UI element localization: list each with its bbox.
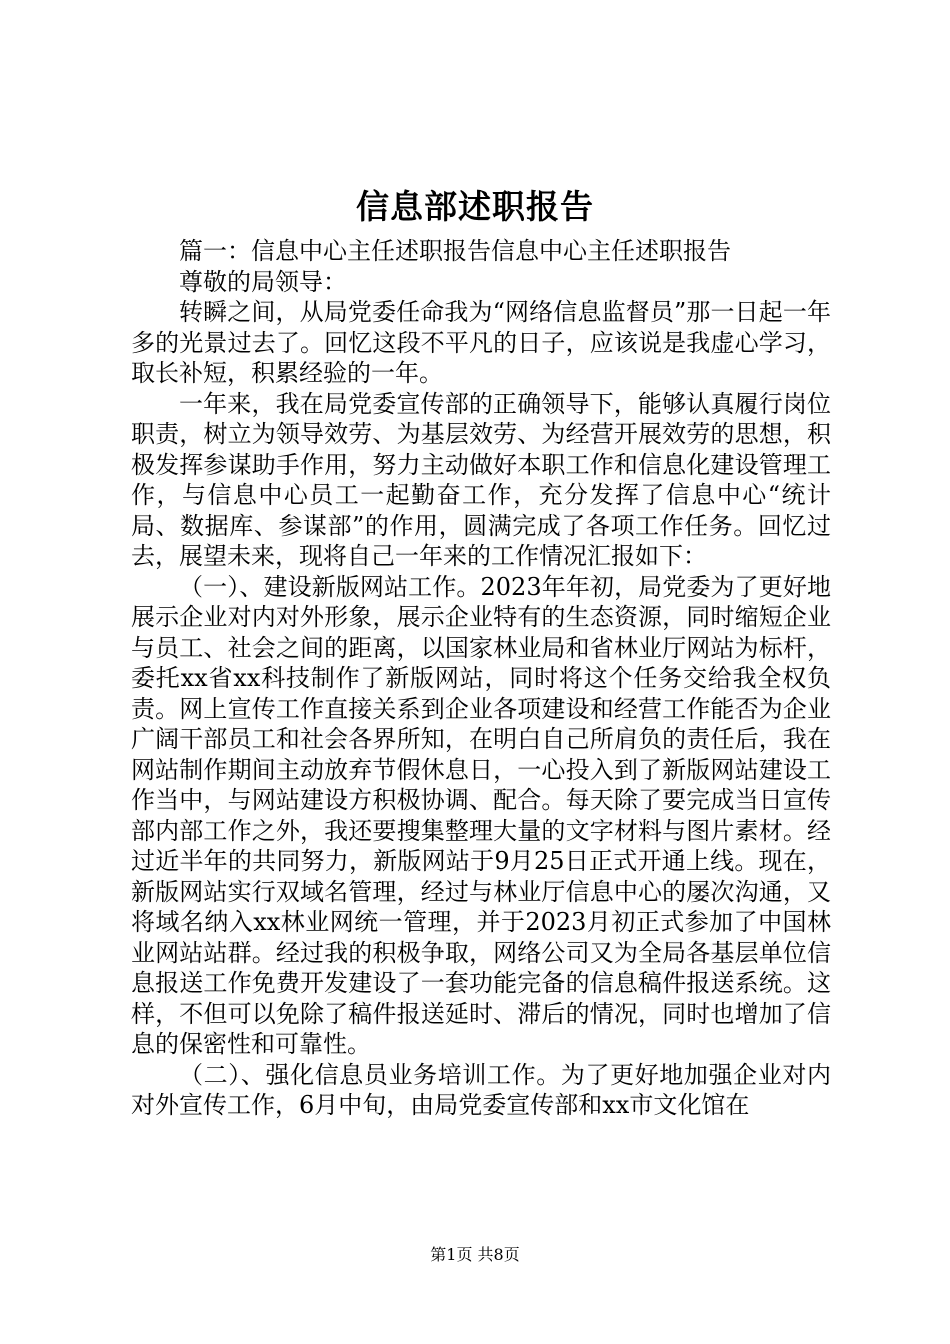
- paragraph-section-1: （一）、建设新版网站工作。2023年年初，局党委为了更好地展示企业对内对外形象，展示企业特有的生态资源，同时缩短企业与员工、社会之间的距离，以国家林业局和省林业厅网站为标杆，委托xx省xx科技制作了新版网站，同时将这个任务交给我全权负责。网上宣传工作直接关系到企业各项建设和经营工作能否为企业广阔干部员工和社会各界所知，在明白自己所肩负的责任后，我在网站制作期间主动放弃节假休息日，一心投入到了新版网站建设工作当中，与网站建设方积极协调、配合。每天除了要完成当日宣传部内部工作之外，我还要搜集整理大量的文字材料与图片素材。经过近半年的共同努力，新版网站于9月25日正式开通上线。现在，新版网站实行双域名管理，经过与林业厅信息中心的屡次沟通，又将域名纳入xx林业网统一管理，并于2023月初正式参加了中国林业网站站群。经过我的积极争取，网络公司又为全局各基层单位信息报送工作免费开发建设了一套功能完备的信息稿件报送系统。这样，不但可以免除了稿件报送延时、滞后的情况，同时也增加了信息的保密性和可靠性。: [131, 572, 831, 1058]
- paragraph-opening: 转瞬之间，从局党委任命我为“网络信息监督员”那一日起一年多的光景过去了。回忆这段不平凡的日子，应该说是我虚心学习，取长补短，积累经验的一年。: [131, 298, 831, 387]
- paragraph-salutation: 尊敬的局领导：: [179, 267, 347, 296]
- document-title: 信息部述职报告: [356, 187, 594, 226]
- page-footer: 第1页 共8页: [430, 1245, 520, 1264]
- document-body: [131, 236, 831, 1121]
- paragraph-overview: 一年来，我在局党委宣传部的正确领导下，能够认真履行岗位职责，树立为领导效劳、为基层效劳、为经营开展效劳的思想，积极发挥参谋助手作用，努力主动做好本职工作和信息化建设管理工作，与信息中心员工一起勤奋工作，充分发挥了信息中心“统计局、数据库、参谋部”的作用，圆满完成了各项工作任务。回忆过去，展望未来，现将自己一年来的工作情况汇报如下：: [131, 389, 831, 570]
- paragraph-intro-heading: 篇一：信息中心主任述职报告信息中心主任述职报告: [179, 237, 731, 265]
- paragraph-section-2: （二）、强化信息员业务培训工作。为了更好地加强企业对内对外宣传工作，6月中旬，由局党委宣传部和xx市文化馆在: [131, 1060, 831, 1119]
